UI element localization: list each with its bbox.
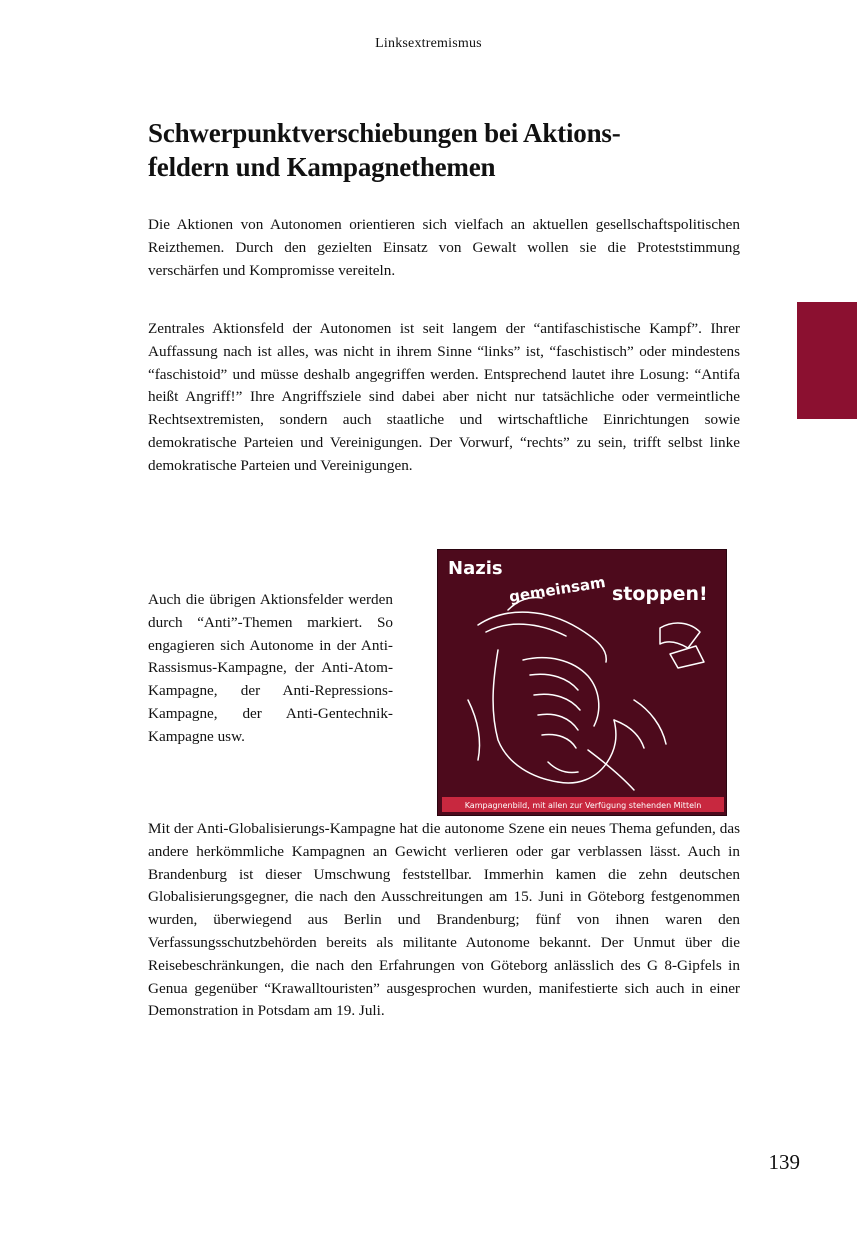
paragraph-4: Mit der Anti-Globalisierungs-Kampagne hat die autonome Szene ein neues Thema gefunden, das andere herkömmliche Kampagnen an Gewicht verlieren oder gar verblassen lässt. Auch in Brandenburg ist dieser Umschwung feststellbar. Immerhin kamen die zehn deutschen Globalisierungsgegner, die nach den Ausschreitungen am 15. Juni in Göteborg festgenommen wurden, überwiegend aus Berlin und Brandenburg; fünf von ihnen waren den Verfassungsschutzbehörden bereits als militante Autonome bekannt. Der Unmut über die Reisebeschränkungen, die nach den Erfahrungen von Göteborg anlässlich des G 8-Gipfels in Genua gegenüber “Krawalltouristen” ausgesprochen wurden, manifestierte sich auch in einer Demonstration in Potsdam am 19. Juli. [148, 820, 740, 1020]
poster-word-stoppen: stoppen! [612, 583, 708, 605]
fist-line-drawing [468, 598, 704, 791]
title-line-1: Schwerpunktverschiebungen bei Aktions- [148, 118, 621, 148]
running-header: Linksextremismus [375, 36, 482, 51]
poster-word-nazis: Nazis [448, 558, 503, 579]
poster-artwork [438, 550, 727, 816]
section-tab-marker [797, 302, 857, 419]
poster-caption: Kampagnenbild, mit allen zur Verfügung stehenden Mitteln [464, 801, 702, 810]
paragraph-3: Auch die übrigen Aktionsfelder werden durch “Anti”-Themen markiert. So engagieren sich Autonome in der Anti-Rassismus-Kampagne, der Anti-Atom-Kampagne, der Anti-Repressions-Kampagne, der Anti-Gentechnik-Kampagne usw. [148, 591, 393, 745]
page-title [148, 116, 748, 184]
paragraph-1: Die Aktionen von Autonomen orientieren sich vielfach an aktuellen gesellschaftspolitischen Reizthemen. Durch den gezielten Einsatz von Gewalt wollen sie die Proteststimmung verschärfen und Kompromisse vereiteln. [148, 216, 740, 279]
poster-word-gemeinsam: gemeinsam [507, 572, 607, 606]
title-line-2: feldern und Kampagnethemen [148, 152, 496, 182]
page-number: 139 [768, 1150, 800, 1174]
campaign-poster-image [437, 549, 727, 816]
paragraph-2: Zentrales Aktionsfeld der Autonomen ist seit langem der “antifaschistische Kampf”. Ihrer Auffassung nach ist alles, was nicht in ihrem Sinne “links” ist, “faschistisch” oder mindestens “faschistoid” und müsse deshalb angegriffen werden. Entsprechend lautet ihre Losung: “Antifa heißt Angriff!” Ihre Angriffsziele sind dabei aber nicht nur tatsächliche oder vermeintliche Rechtsextremisten, sondern auch staatliche und wirtschaftliche Einrichtungen sowie demokratische Parteien und Vereinigungen. Der Vorwurf, “rechts” zu sein, trifft selbst linke demokratische Parteien und Vereinigungen. [148, 320, 740, 474]
